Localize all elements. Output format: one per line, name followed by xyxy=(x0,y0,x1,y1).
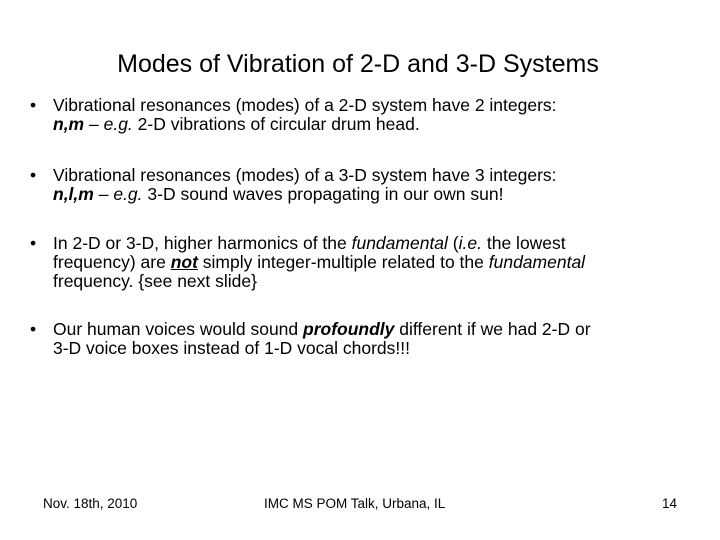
bullet-higher-harmonics xyxy=(30,234,585,291)
mode-integers-2d: n,m xyxy=(53,114,85,134)
bullet-text-line: n,l,m – e.g. 3-D sound waves propagating in our own sun! xyxy=(53,184,504,204)
bullet-human-voices xyxy=(30,320,591,358)
bullet-marker: • xyxy=(30,319,37,339)
bullet-text-line: frequency) are not simply integer-multiple related to the fundamental xyxy=(53,252,586,272)
bullet-2d-modes xyxy=(30,96,557,134)
mode-integers-3d: n,l,m xyxy=(53,184,94,204)
emphasis-profoundly: profoundly xyxy=(303,319,395,339)
footer-event: IMC MS POM Talk, Urbana, IL xyxy=(264,496,446,511)
bullet-marker: • xyxy=(30,165,37,185)
bullet-text-line: Vibrational resonances (modes) of a 2-D system have 2 integers: xyxy=(53,95,557,115)
bullet-text-line: frequency. {see next slide} xyxy=(53,271,257,291)
bullet-marker: • xyxy=(30,233,37,253)
bullet-text-line: In 2-D or 3-D, higher harmonics of the fundamental (i.e. the lowest xyxy=(53,233,566,253)
footer-page-number: 14 xyxy=(662,496,678,511)
bullet-marker: • xyxy=(30,95,37,115)
slide-title: Modes of Vibration of 2-D and 3-D Systems xyxy=(117,50,599,78)
bullet-text-line: Vibrational resonances (modes) of a 3-D system have 3 integers: xyxy=(53,165,557,185)
bullet-3d-modes xyxy=(30,166,557,204)
bullet-text-line: Our human voices would sound profoundly different if we had 2-D or xyxy=(53,319,591,339)
emphasis-not: not xyxy=(170,252,198,272)
footer-date: Nov. 18th, 2010 xyxy=(43,496,138,511)
bullet-text-line: n,m – e.g. 2-D vibrations of circular drum head. xyxy=(53,114,420,134)
bullet-text-line: 3-D voice boxes instead of 1-D vocal chords!!! xyxy=(53,338,410,358)
